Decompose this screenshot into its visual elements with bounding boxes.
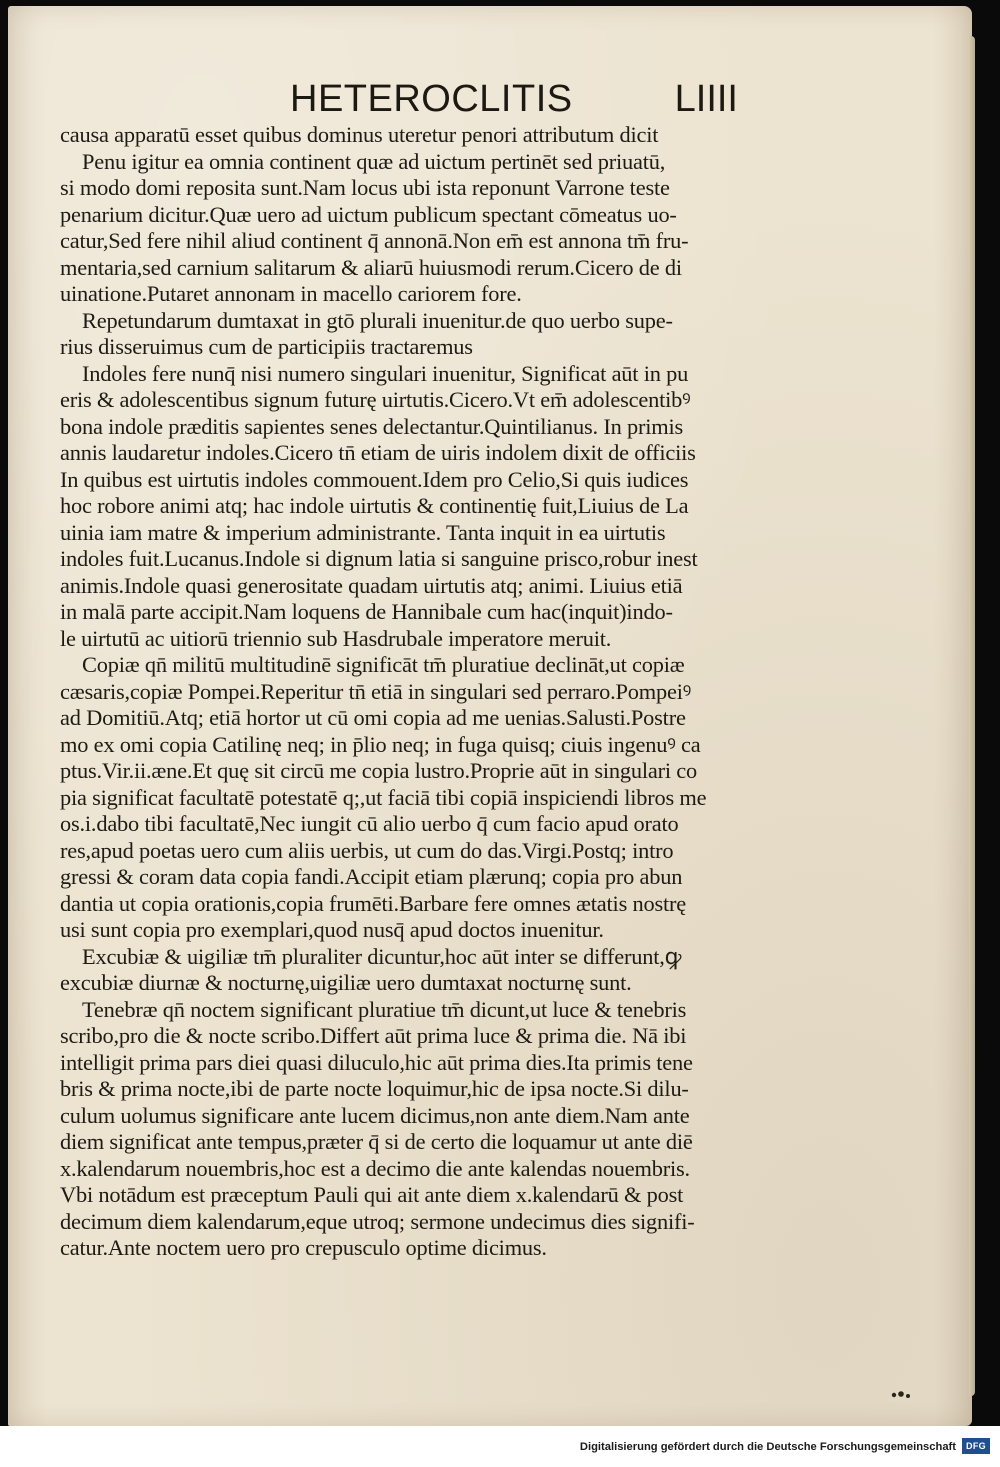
text-line: catur,Sed fere nihil aliud continent q̄ annonā.Non em̄ est annona tm̄ fru- xyxy=(60,228,689,253)
text-line: x.kalendarum nouembris,hoc est a decimo die ante kalendas nouembris. xyxy=(60,1155,690,1181)
text-line: Vbi notādum est præceptum Pauli qui ait ante diem x.kalendarū & post xyxy=(60,1182,684,1207)
text-line: decimum diem kalendarum,eque utroq; sermone undecimus dies signifi- xyxy=(60,1208,695,1234)
text-line: in malā parte accipit.Nam loquens de Hannibale cum hac(inquit)indo- xyxy=(60,599,673,624)
text-line: gressi & coram data copia fandi.Accipit etiam plærunq; copia pro abun xyxy=(60,864,683,889)
text-line: cæsaris,copiæ Pompei.Reperitur tn̄ etiā in singulari sed perraro.Pompeiꝰ xyxy=(60,678,692,704)
text-line: ptus.Vir.ii.æne.Et quę sit circū me copia lustro.Proprie aūt in singulari co xyxy=(60,758,698,783)
running-title: HETEROCLITIS xyxy=(290,78,573,120)
text-line: causa apparatū esset quibus dominus uteretur penori attributum dicit xyxy=(60,122,659,147)
text-line: eris & adolescentibus signum futurę uirtutis.Cicero.Vt em̄ adolescentibꝰ xyxy=(60,387,691,412)
text-line: Indoles fere nunq̄ nisi numero singulari inuenitur, Significat aūt in pu xyxy=(82,360,689,386)
text-line: scribo,pro die & nocte scribo.Differt aūt prima luce & prima die. Nā ibi xyxy=(60,1023,687,1048)
funding-credit: Digitalisierung gefördert durch die Deutsche Forschungsgemeinschaft xyxy=(579,1441,956,1453)
text-line: intelligit prima pars diei quasi diluculo,hic aūt prima dies.Ita primis tene xyxy=(60,1049,693,1075)
text-line: uinatione.Putaret annonam in macello cariorem fore. xyxy=(60,281,522,306)
text-line: animis.Indole quasi generositate quadam uirtutis atq; animi. Liuius etiā xyxy=(60,572,683,598)
main-text-block xyxy=(60,122,790,1262)
ink-smudge-icon xyxy=(890,1390,916,1400)
page-edge xyxy=(969,36,975,1396)
dfg-logo: DFG xyxy=(962,1438,990,1454)
text-line: In quibus est uirtutis indoles commouent.Idem pro Celio,Si quis iudices xyxy=(60,466,689,492)
text-line: Copiæ qn̄ militū multitudinē significāt tm̄ pluratiue declināt,ut copiæ xyxy=(82,652,685,677)
book-page xyxy=(8,6,972,1426)
text-line: catur.Ante noctem uero pro crepusculo optime dicimus. xyxy=(60,1235,547,1260)
text-line: Penu igitur ea omnia continent quæ ad uictum pertinēt sed priuatū, xyxy=(82,148,666,174)
text-line: mentaria,sed carnium salitarum & aliarū huiusmodi rerum.Cicero de di xyxy=(60,254,682,280)
text-line: annis laudaretur indoles.Cicero tn̄ etiam de uiris indolem dixit de officiis xyxy=(60,440,696,465)
text-line: usi sunt copia pro exemplari,quod nusq̄ apud doctos inuenitur. xyxy=(60,917,604,942)
text-line: ad Domitiū.Atq; etiā hortor ut cū omi copia ad me uenias.Salusti.Postre xyxy=(60,705,686,730)
text-line: excubiæ diurnæ & nocturnę,uigiliæ uero dumtaxat nocturnę sunt. xyxy=(60,970,632,995)
text-line: os.i.dabo tibi facultatē,Nec iungit cū alio uerbo q̄ cum facio apud orato xyxy=(60,811,679,836)
text-line: Tenebræ qn̄ noctem significant pluratiue tm̄ dicunt,ut luce & tenebris xyxy=(82,996,687,1022)
text-line: rius disseruimus cum de participiis tractaremus xyxy=(60,334,473,359)
text-line: le uirtutū ac uitiorū triennio sub Hasdrubale imperatore meruit. xyxy=(60,625,612,651)
text-line: dantia ut copia orationis,copia frumēti.Barbare fere omnes ætatis nostrę xyxy=(60,890,687,916)
text-line: pia significat facultatē potestatē q;,ut faciā tibi copiā inspiciendi libros me xyxy=(60,784,707,810)
text-line: penarium dicitur.Quæ uero ad uictum publicum spectant cōmeatus uo- xyxy=(60,201,677,227)
footer-bar xyxy=(0,1426,1000,1467)
text-line: si modo domi reposita sunt.Nam locus ubi ista reponunt Varrone teste xyxy=(60,175,670,200)
text-line: culum uolumus significare ante lucem dicimus,non ante diem.Nam ante xyxy=(60,1102,690,1128)
text-line: res,apud poetas uero cum aliis uerbis, ut cum do das.Virgi.Postq; intro xyxy=(60,837,674,863)
text-line: bris & prima nocte,ibi de parte nocte loquimur,hic de ipsa nocte.Si dilu- xyxy=(60,1076,689,1101)
text-line: diem significat ante tempus,præter q̄ si de certo die loquamur ut ante diē xyxy=(60,1129,693,1154)
page-header xyxy=(290,76,750,122)
text-line: bona indole præditis sapientes senes delectantur.Quintilianus. In primis xyxy=(60,413,684,439)
text-line: uinia iam matre & imperium administrante. Tanta inquit in ea uirtutis xyxy=(60,519,666,545)
text-line: Repetundarum dumtaxat in gtō plurali inuenitur.de quo uerbo supe- xyxy=(82,307,673,333)
folio-number: LIIII xyxy=(674,78,738,120)
text-line: hoc robore animi atq; hac indole uirtutis & continentię fuit,Liuius de La xyxy=(60,493,689,518)
text-line: indoles fuit.Lucanus.Indole si dignum latia si sanguine prisco,robur inest xyxy=(60,546,698,571)
text-line: mo ex omi copia Catilinę neq; in p̄lio neq; in fuga quisq; ciuis ingenuꝰ ca xyxy=(60,731,701,757)
text-line: Excubiæ & uigiliæ tm̄ pluraliter dicuntur,hoc aūt inter se differunt,ꝙ xyxy=(82,943,682,969)
